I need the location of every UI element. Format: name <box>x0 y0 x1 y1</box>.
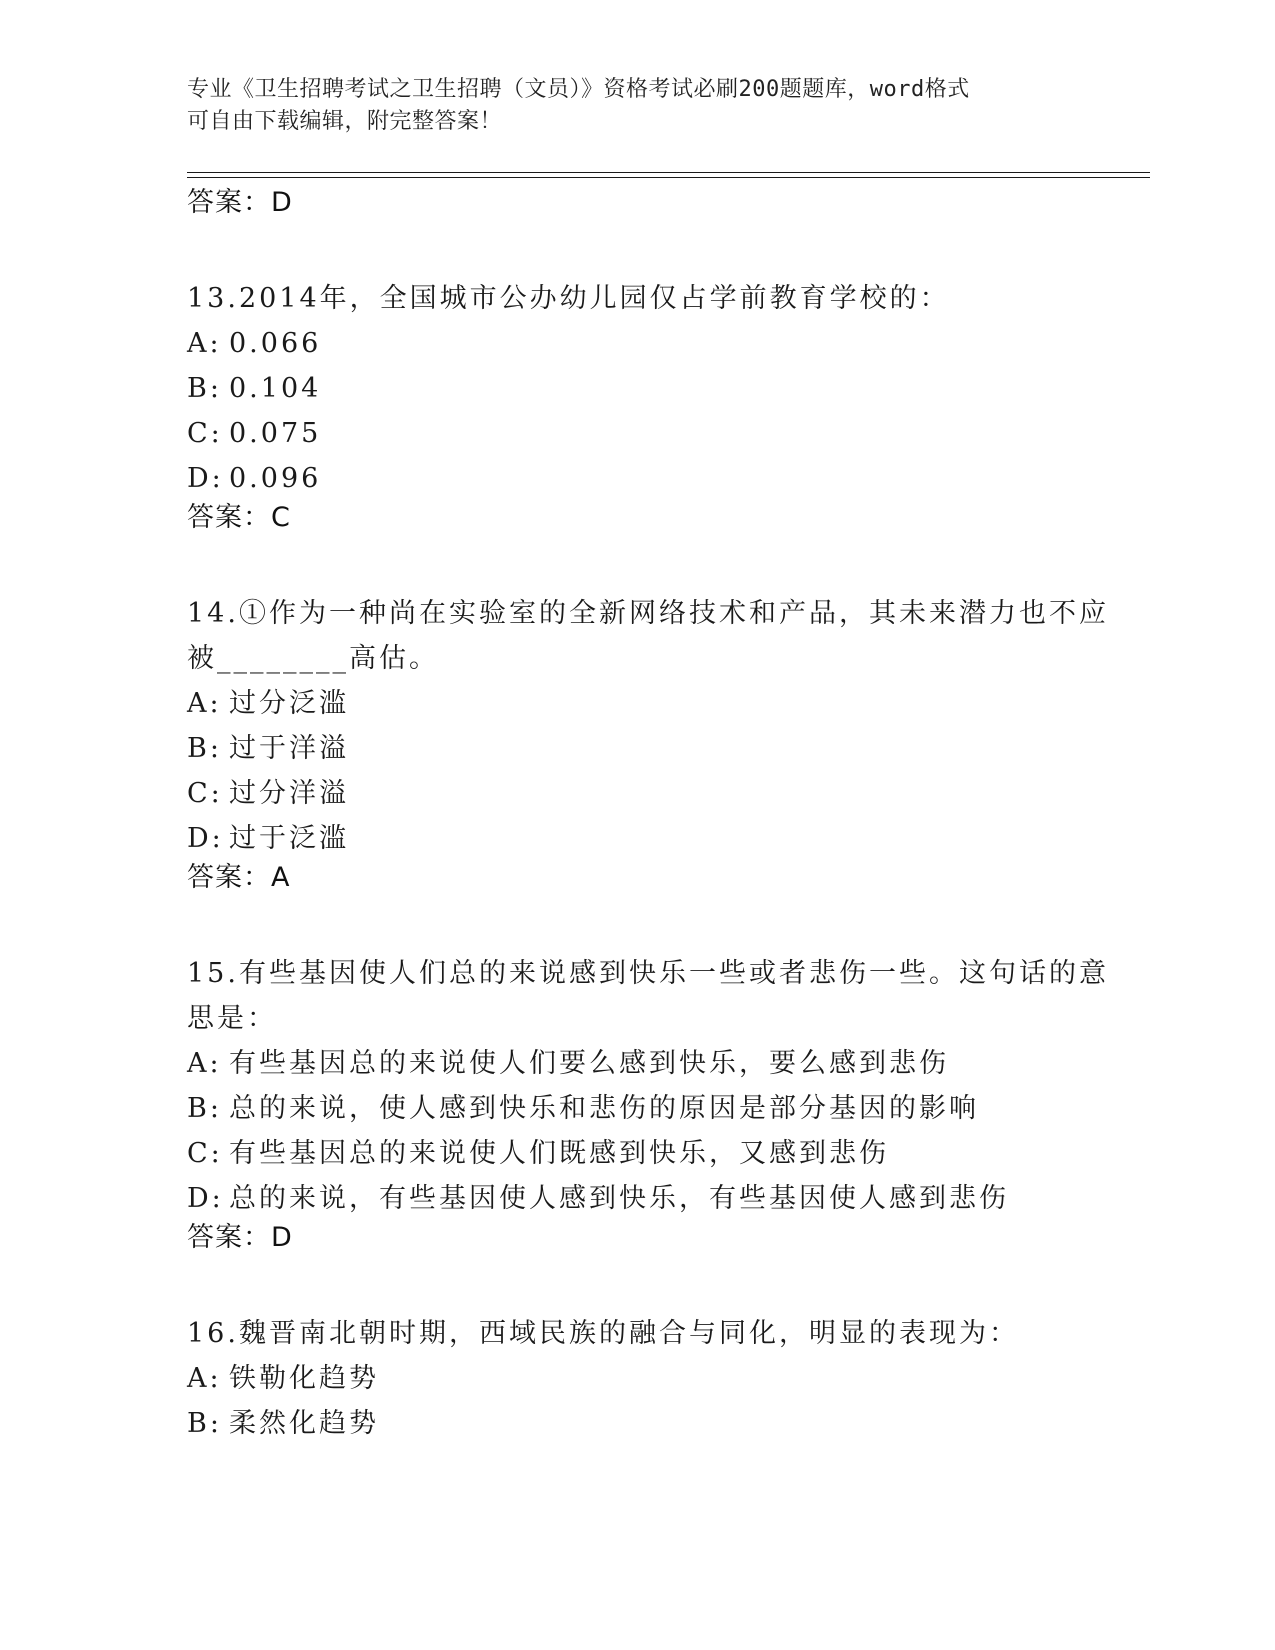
question-stem: 16.魏晋南北朝时期，西域民族的融合与同化，明显的表现为： <box>187 1318 1019 1349</box>
question-block <box>187 591 1109 895</box>
option-a <box>187 321 1087 366</box>
option-d <box>187 1176 1087 1221</box>
header-rule-bottom <box>187 177 1150 178</box>
option-letter: A: <box>187 1363 222 1394</box>
question-stem-continued: 被________高估。 <box>187 643 439 674</box>
option-letter: A: <box>187 328 222 359</box>
option-text: 有些基因总的来说使人们既感到快乐，又感到悲伤 <box>229 1138 889 1169</box>
option-letter: B: <box>187 373 222 404</box>
option-letter: D: <box>187 463 224 494</box>
option-text: 过于洋溢 <box>229 733 349 764</box>
question-list <box>187 186 1109 1446</box>
option-b <box>187 366 1087 411</box>
header-line-1: 专业《卫生招聘考试之卫生招聘（文员）》资格考试必刷200题题库，word格式 <box>187 77 970 102</box>
option-c <box>187 771 1087 816</box>
option-letter: A: <box>187 688 222 719</box>
option-text: 过于泛滥 <box>229 823 349 854</box>
option-b <box>187 1086 1087 1131</box>
option-letter: D: <box>187 823 224 854</box>
option-letter: C: <box>187 778 223 809</box>
option-b <box>187 726 1087 771</box>
question-block <box>187 1311 1087 1446</box>
option-letter: B: <box>187 1408 222 1439</box>
option-letter: C: <box>187 418 223 449</box>
question-stem: 15.有些基因使人们总的来说感到快乐一些或者悲伤一些。这句话的意 <box>187 958 1109 989</box>
header-rule-top <box>187 172 1150 173</box>
option-text: 0.066 <box>229 328 322 359</box>
previous-answer: 答案：D <box>187 187 293 218</box>
option-letter: A: <box>187 1048 222 1079</box>
option-d <box>187 816 1087 861</box>
option-c <box>187 1131 1087 1176</box>
option-letter: B: <box>187 1093 222 1124</box>
option-a <box>187 681 1087 726</box>
option-letter: D: <box>187 1183 224 1214</box>
question-stem-continued: 思是： <box>187 1003 277 1034</box>
option-text: 柔然化趋势 <box>229 1408 379 1439</box>
header-line-2: 可自由下载编辑，附完整答案！ <box>187 109 503 134</box>
option-text: 过分泛滥 <box>229 688 349 719</box>
option-text: 过分洋溢 <box>229 778 349 809</box>
answer-line: 答案：A <box>187 862 291 893</box>
option-text: 总的来说，使人感到快乐和悲伤的原因是部分基因的影响 <box>229 1093 979 1124</box>
question-block <box>187 276 1087 535</box>
option-letter: C: <box>187 1138 223 1169</box>
option-text: 铁勒化趋势 <box>229 1363 379 1394</box>
option-text: 0.104 <box>229 373 322 404</box>
page-header <box>187 74 1067 138</box>
answer-line: 答案：C <box>187 502 291 533</box>
option-text: 总的来说，有些基因使人感到快乐，有些基因使人感到悲伤 <box>229 1183 1009 1214</box>
option-d <box>187 456 1087 501</box>
option-letter: B: <box>187 733 222 764</box>
option-a <box>187 1356 1087 1401</box>
option-c <box>187 411 1087 456</box>
answer-line: 答案：D <box>187 1222 293 1253</box>
option-text: 有些基因总的来说使人们要么感到快乐，要么感到悲伤 <box>229 1048 949 1079</box>
option-a <box>187 1041 1087 1086</box>
option-text: 0.096 <box>229 463 322 494</box>
option-b <box>187 1401 1087 1446</box>
option-text: 0.075 <box>229 418 322 449</box>
question-stem: 13.2014年，全国城市公办幼儿园仅占学前教育学校的： <box>187 283 950 314</box>
question-stem: 14.①作为一种尚在实验室的全新网络技术和产品，其未来潜力也不应 <box>187 598 1109 629</box>
question-block <box>187 951 1109 1255</box>
